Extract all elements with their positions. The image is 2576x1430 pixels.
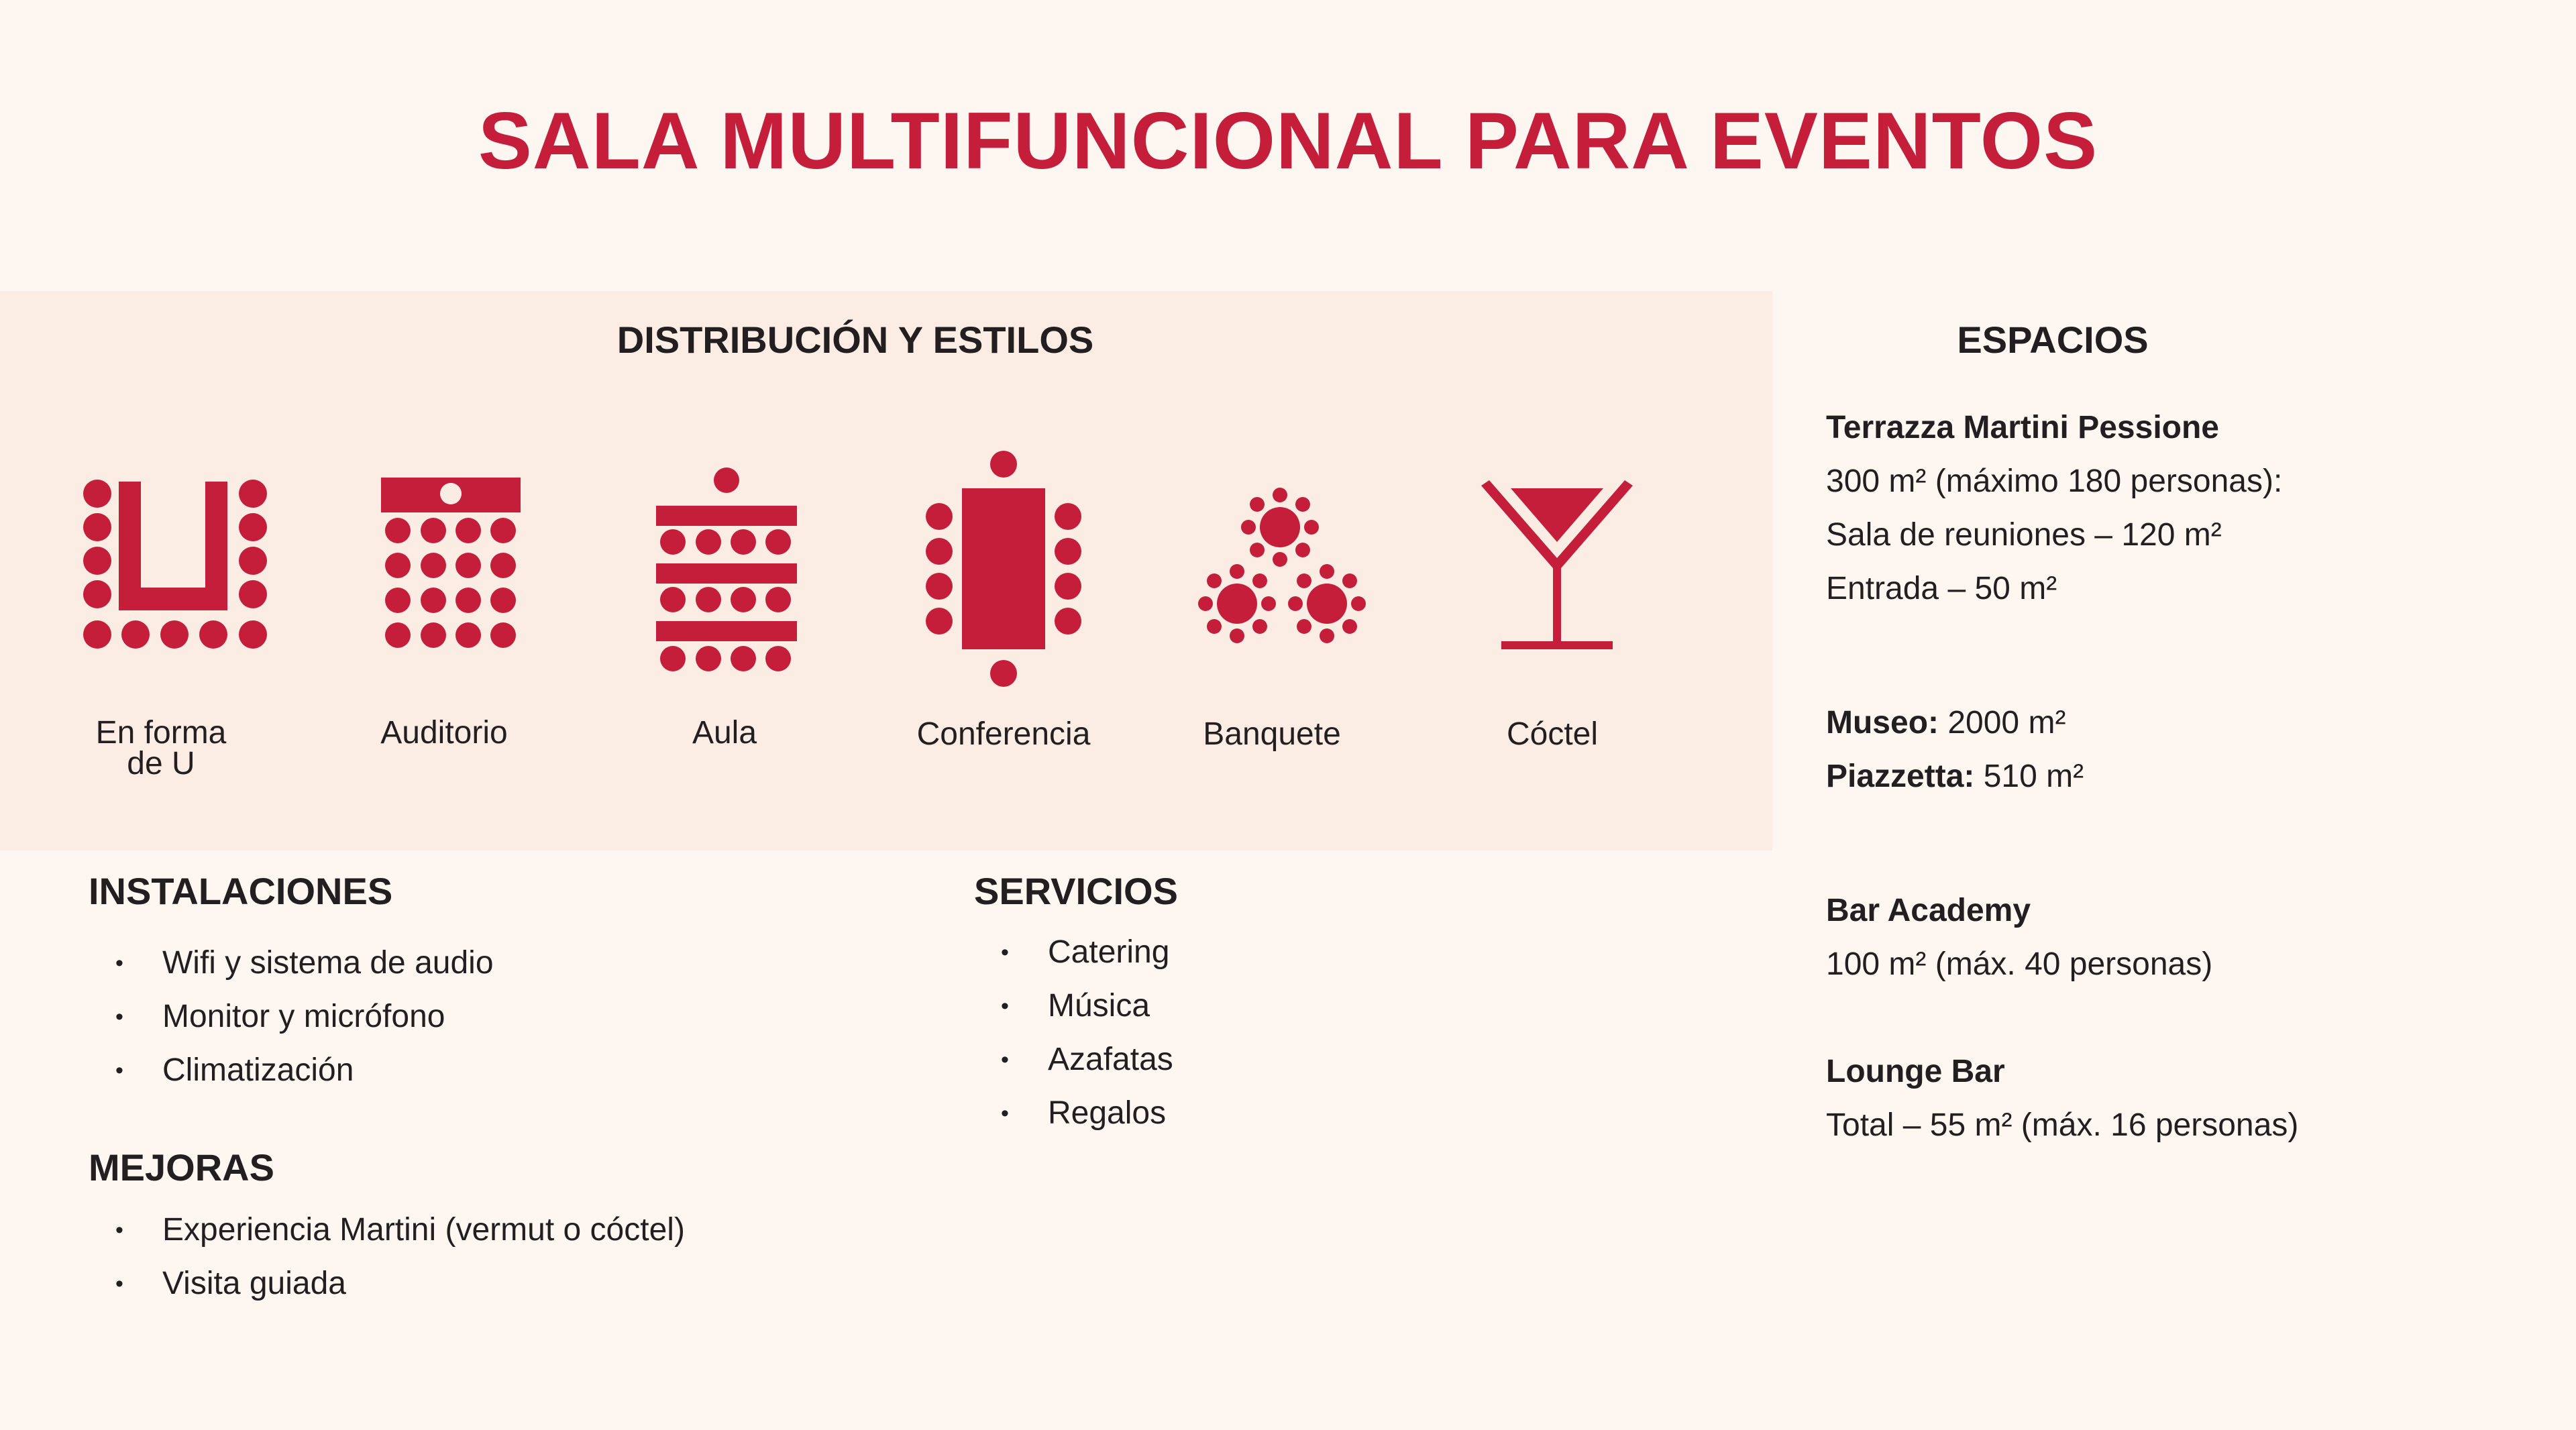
space-detail: 510 m² (1974, 759, 2084, 794)
list-item (106, 1257, 685, 1311)
classroom-icon (655, 467, 798, 675)
auditorium-icon (380, 476, 522, 652)
mejoras-heading: MEJORAS (89, 1146, 274, 1189)
bullet-icon: • (1001, 940, 1009, 965)
list-item (106, 990, 494, 1044)
list-item (106, 1044, 494, 1097)
space-detail: 100 m² (máx. 40 personas) (1826, 946, 2213, 982)
list-item-text: Experiencia Martini (vermut o cóctel) (162, 1212, 685, 1248)
space-name: Piazzetta: (1826, 759, 1975, 794)
space-detail: 2000 m² (1939, 705, 2066, 740)
list-item (991, 926, 1173, 979)
bullet-icon: • (1001, 1101, 1009, 1126)
space-lounge-bar (1826, 1045, 2298, 1152)
bullet-icon: • (115, 1004, 123, 1030)
servicios-list (991, 926, 1173, 1140)
bullet-icon: • (1001, 993, 1009, 1019)
list-item-text: Azafatas (1048, 1042, 1173, 1077)
espacios-heading: ESPACIOS (1957, 319, 2149, 361)
space-detail: Total – 55 m² (máx. 16 personas) (1826, 1107, 2299, 1143)
layout-label-conference: Conferencia (916, 716, 1091, 752)
layouts-heading: DISTRIBUCIÓN Y ESTILOS (616, 319, 1094, 361)
list-item (991, 1033, 1173, 1087)
list-item-text: Visita guiada (162, 1266, 346, 1301)
list-item (106, 936, 494, 990)
instalaciones-list (106, 936, 494, 1097)
bullet-icon: • (115, 1271, 123, 1297)
list-item (991, 1087, 1173, 1140)
list-item-text: Música (1048, 988, 1150, 1024)
banquet-icon (1195, 486, 1367, 647)
bullet-icon: • (115, 1217, 123, 1243)
layout-label-auditorium: Auditorio (380, 715, 508, 751)
space-name: Lounge Bar (1826, 1054, 2005, 1089)
layout-label-cocktail: Cóctel (1506, 716, 1599, 752)
cocktail-icon (1473, 480, 1641, 652)
space-name: Terrazza Martini Pessione (1826, 410, 2219, 445)
servicios-heading: SERVICIOS (974, 870, 1178, 912)
space-name: Museo: (1826, 705, 1939, 740)
conference-icon (923, 449, 1084, 688)
space-detail: Sala de reuniones – 120 m² (1826, 517, 2222, 553)
space-piazzetta (1826, 750, 2084, 804)
space-name: Bar Academy (1826, 893, 2031, 928)
list-item-text: Wifi y sistema de audio (162, 945, 494, 981)
page-title: SALA MULTIFUNCIONAL PARA EVENTOS (478, 96, 2098, 186)
layout-label-u-shape-line1: En forma (95, 715, 227, 751)
space-terrazza (1826, 401, 2282, 616)
layout-label-u-shape (67, 715, 255, 781)
bullet-icon: • (1001, 1047, 1009, 1072)
space-museo-piazzetta (1826, 696, 2084, 804)
space-detail: 300 m² (máximo 180 personas): (1826, 463, 2283, 499)
layout-label-banquet: Banquete (1203, 716, 1341, 752)
u-shape-icon (82, 478, 270, 652)
bullet-icon: • (115, 950, 123, 976)
list-item-text: Catering (1048, 934, 1170, 970)
list-item-text: Climatización (162, 1052, 354, 1088)
list-item (106, 1203, 685, 1257)
list-item-text: Monitor y micrófono (162, 999, 445, 1034)
space-detail: Entrada – 50 m² (1826, 571, 2057, 606)
space-bar-academy (1826, 884, 2212, 991)
layout-label-classroom: Aula (692, 715, 757, 751)
layout-label-u-shape-line2: de U (127, 746, 195, 781)
instalaciones-heading: INSTALACIONES (89, 870, 393, 912)
space-museo (1826, 696, 2084, 750)
list-item (991, 979, 1173, 1033)
list-item-text: Regalos (1048, 1095, 1167, 1131)
bullet-icon: • (115, 1058, 123, 1083)
mejoras-list (106, 1203, 685, 1311)
